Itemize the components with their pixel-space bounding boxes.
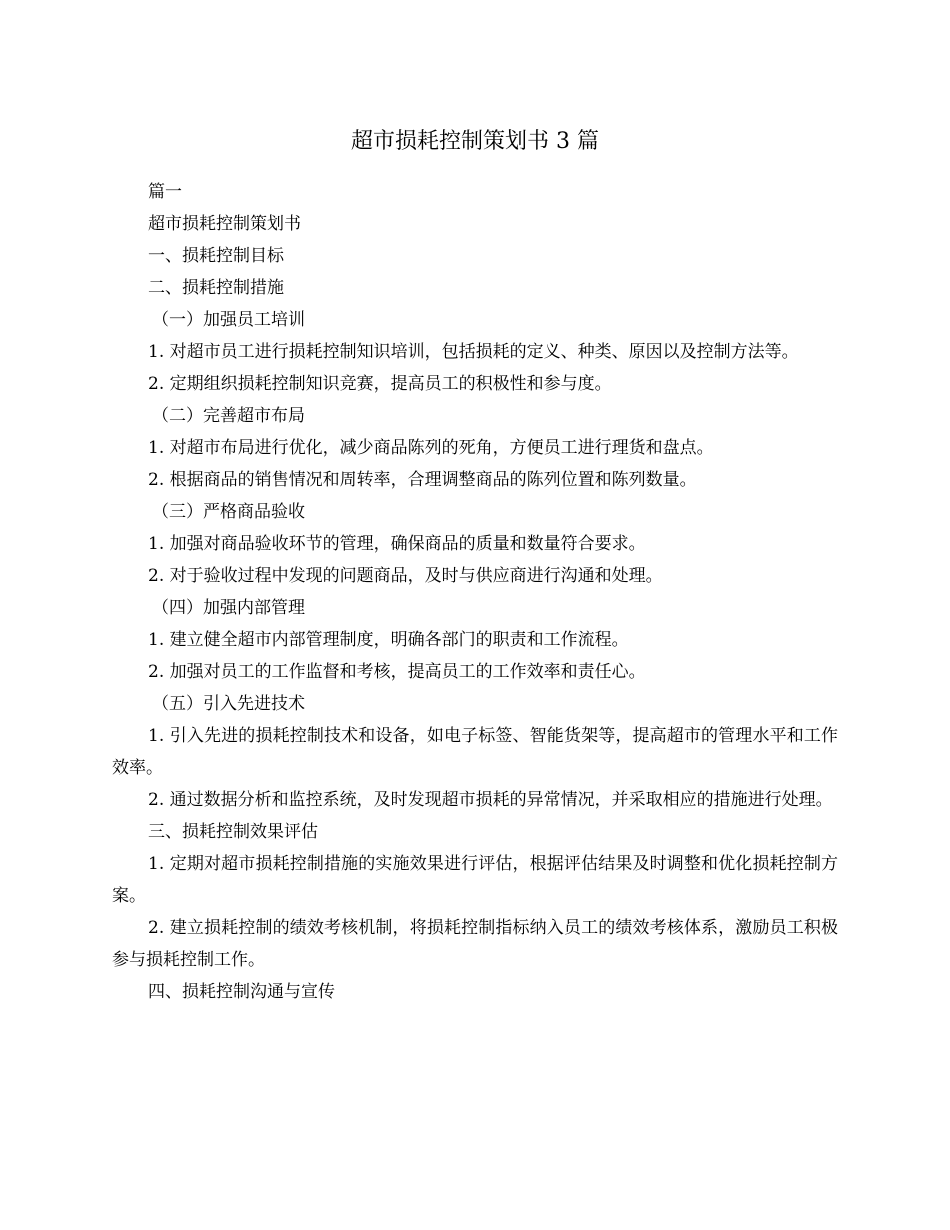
paragraph: 2. 对于验收过程中发现的问题商品，及时与供应商进行沟通和处理。: [148, 566, 663, 586]
paragraph: 2. 加强对员工的工作监督和考核，提高员工的工作效率和责任心。: [148, 662, 646, 682]
subheading-4: （四）加强内部管理: [152, 598, 305, 618]
subheading-5: （五）引入先进技术: [152, 694, 305, 714]
paragraph: 1. 对超市员工进行损耗控制知识培训，包括损耗的定义、种类、原因以及控制方法等。: [148, 342, 799, 362]
paragraph: 1. 定期对超市损耗控制措施的实施效果进行评估，根据评估结果及时调整和优化损耗控制方案。: [112, 854, 838, 906]
paragraph: 2. 定期组织损耗控制知识竞赛，提高员工的积极性和参与度。: [148, 374, 612, 394]
paragraph: 1. 引入先进的损耗控制技术和设备，如电子标签、智能货架等，提高超市的管理水平和工作效率。: [112, 726, 838, 778]
section-label: 篇一: [148, 182, 182, 202]
subheading-2: （二）完善超市布局: [152, 406, 305, 426]
heading-4: 四、损耗控制沟通与宣传: [148, 982, 335, 1002]
heading-2: 二、损耗控制措施: [148, 278, 284, 298]
subheading-3: （三）严格商品验收: [152, 502, 305, 522]
heading-3: 三、损耗控制效果评估: [148, 822, 318, 842]
paragraph: 2. 建立损耗控制的绩效考核机制，将损耗控制指标纳入员工的绩效考核体系，激励员工积极参与损耗控制工作。: [112, 918, 838, 970]
document-title: 超市损耗控制策划书 3 篇: [351, 129, 599, 154]
document-body: [112, 176, 838, 1008]
paragraph: 1. 加强对商品验收环节的管理，确保商品的质量和数量符合要求。: [148, 534, 646, 554]
heading-1: 一、损耗控制目标: [148, 246, 284, 266]
paragraph: 1. 对超市布局进行优化，减少商品陈列的死角，方便员工进行理货和盘点。: [148, 438, 714, 458]
subheading-1: （一）加强员工培训: [152, 310, 305, 330]
paragraph: 2. 通过数据分析和监控系统，及时发现超市损耗的异常情况，并采取相应的措施进行处理。: [148, 790, 833, 810]
subtitle: 超市损耗控制策划书: [148, 214, 301, 234]
paragraph: 1. 建立健全超市内部管理制度，明确各部门的职责和工作流程。: [148, 630, 629, 650]
paragraph: 2. 根据商品的销售情况和周转率，合理调整商品的陈列位置和陈列数量。: [148, 470, 697, 490]
